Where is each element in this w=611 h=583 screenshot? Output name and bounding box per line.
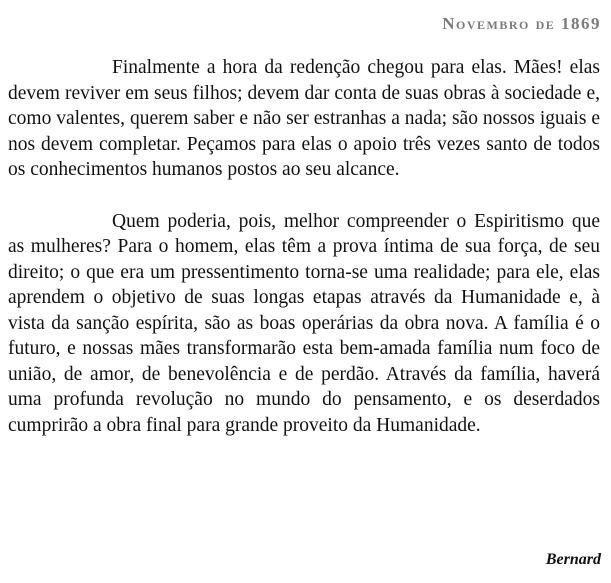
author-signature: Bernard	[545, 551, 601, 568]
running-header: Novembro de 1869	[442, 14, 601, 33]
paragraph-2: Quem poderia, pois, melhor compreender o Espiritismo que as mulheres? Para o homem, elas têm a prova íntima de sua força, de seu direito; o que era um pressentimento torna-se uma realidade; para ele, elas aprendem o objetivo de suas longas etapas através da Humanidade e, à vista da sanção espírita, são as boas operárias da obra nova. A família é o futuro, e nossas mães transformarão esta bem-amada família num foco de união, de amor, de benevolência e de perdão. Através da família, haverá uma profunda revolução no mundo do pensamento, e os deserdados cumprirão a obra final para grande proveito da Humanidade.	[8, 210, 600, 436]
paragraph-1: Finalmente a hora da redenção chegou para elas. Mães! elas devem reviver em seus filhos; devem dar conta de suas obras à sociedade e, como valentes, querem saber e não ser estranhas a nada; são nossos iguais e nos devem completar. Peçamos para elas o apoio três vezes santo de todos os conhecimentos humanos postos ao seu alcance.	[8, 57, 600, 180]
body-text	[8, 55, 600, 438]
